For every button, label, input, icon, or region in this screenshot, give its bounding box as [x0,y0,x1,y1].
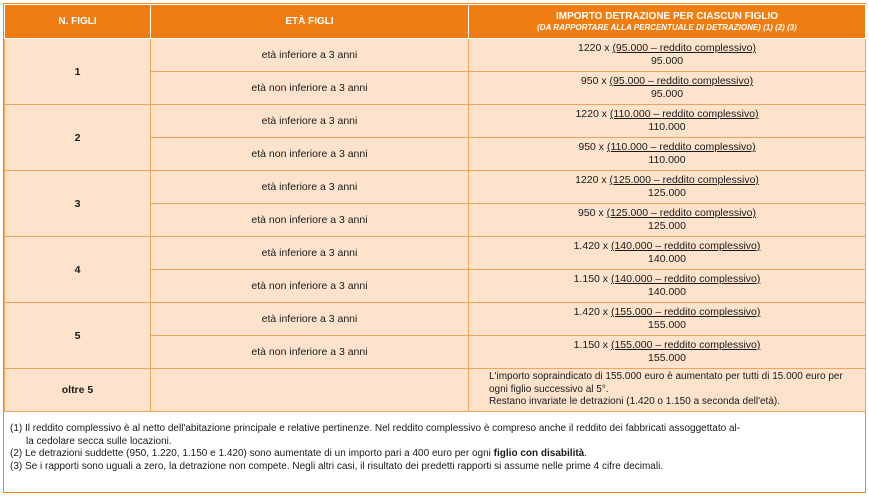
deduction-formula-cell [469,171,866,204]
child-age-cell: età inferiore a 3 anni [151,171,469,204]
child-age-cell: età non inferiore a 3 anni [151,72,469,105]
table-row [5,105,866,138]
child-age-cell: età non inferiore a 3 anni [151,336,469,369]
formula-numerator [469,339,865,352]
formula-numerator-expression: (140.000 – reddito complessivo) [610,273,761,285]
children-count-cell: 2 [5,105,151,171]
footnote-1: (1) Il reddito complessivo è al netto dell'abitazione principale e relative pertinenze. Nel reddito complessivo è compreso anche il reddito dei fabbricati assoggettato al- [10,423,741,434]
formula-coefficient: 1220 x [575,108,607,120]
formula-coefficient: 950 x [577,207,604,219]
child-age-cell: età inferiore a 3 anni [151,39,469,72]
deduction-formula-cell [469,138,866,171]
deduction-formula-cell [469,72,866,105]
children-count-cell: 4 [5,237,151,303]
footnote-2: (2) Le detrazioni suddette (950, 1.220, 1.150 e 1.420) sono aumentate di un importo pari a 400 euro per ogni figlio con disabilità. [10,448,588,459]
formula-denominator: 140.000 [648,286,686,298]
oltre-line-3: Restano invariate le detrazioni (1.420 o 1.150 a seconda dell'età). [489,396,780,408]
table-row [5,237,866,270]
footnote-1-continued: la cedolare secca sulle locazioni. [26,435,172,447]
formula-coefficient: 950 x [578,141,605,153]
header-n-figli: N. FIGLI [5,5,151,39]
formula-numerator [469,174,865,187]
formula-numerator [469,240,865,253]
table-row-oltre-5 [5,369,866,412]
deduction-formula-cell [469,204,866,237]
oltre-line-1: L'importo sopraindicato di 155.000 euro è aumentato per tutti di 15.000 euro per [489,371,843,383]
child-age-cell-empty [151,369,469,412]
deduction-table-panel [3,3,866,493]
formula-coefficient: 1.150 x [573,339,609,351]
oltre-description-cell [469,369,866,412]
children-count-cell: oltre 5 [5,369,151,412]
formula-numerator-expression: (95.000 – reddito complessivo) [612,42,757,54]
child-age-cell: età non inferiore a 3 anni [151,270,469,303]
child-age-cell: età inferiore a 3 anni [151,237,469,270]
formula-numerator [469,75,865,88]
child-age-cell: età non inferiore a 3 anni [151,138,469,171]
formula-numerator-expression: (110.000 – reddito complessivo) [606,141,756,153]
header-row [5,5,866,39]
formula-numerator-expression: (140.000 – reddito complessivo) [610,240,761,252]
footnotes [4,412,865,473]
formula-numerator-expression: (125.000 – reddito complessivo) [606,207,757,219]
formula-coefficient: 1.420 x [573,306,609,318]
formula-numerator [469,207,865,220]
deduction-formula-cell [469,336,866,369]
formula-denominator: 125.000 [648,220,686,232]
formula-denominator: 140.000 [648,253,686,265]
child-age-cell: età inferiore a 3 anni [151,105,469,138]
child-age-cell: età non inferiore a 3 anni [151,204,469,237]
formula-denominator: 110.000 [648,121,686,133]
formula-denominator: 95.000 [650,88,684,100]
children-count-cell: 5 [5,303,151,369]
formula-numerator-expression: (125.000 – reddito complessivo) [609,174,759,186]
deduction-formula-cell [469,39,866,72]
formula-denominator: 95.000 [650,55,684,67]
child-age-cell: età inferiore a 3 anni [151,303,469,336]
formula-numerator [469,273,865,286]
children-count-cell: 3 [5,171,151,237]
formula-denominator: 155.000 [648,319,686,331]
deduction-formula-cell [469,270,866,303]
table-row [5,39,866,72]
formula-coefficient: 1.420 x [573,240,609,252]
header-importo-title: IMPORTO DETRAZIONE PER CIASCUN FIGLIO [555,11,779,22]
oltre-line-2: ogni figlio successivo al 5°. [489,383,609,395]
footnote-3: (3) Se i rapporti sono uguali a zero, la detrazione non compete. Negli altri casi, il risultato dei predetti rapporti si assume nelle prime 4 cifre decimali. [10,460,664,472]
formula-coefficient: 1220 x [577,42,610,54]
table-row [5,171,866,204]
formula-denominator: 125.000 [648,187,686,199]
formula-numerator [469,42,865,55]
header-importo [469,5,866,39]
formula-numerator-expression: (110.000 – reddito complessivo) [609,108,759,120]
deduction-formula-cell [469,105,866,138]
formula-numerator [469,108,865,121]
formula-numerator-expression: (155.000 – reddito complessivo) [610,339,761,351]
deduction-formula-cell [469,303,866,336]
deduction-table [4,4,866,412]
header-eta-figli: ETÀ FIGLI [151,5,469,39]
formula-numerator [469,141,865,154]
formula-numerator-expression: (155.000 – reddito complessivo) [610,306,761,318]
table-row [5,303,866,336]
children-count-cell: 1 [5,39,151,105]
formula-coefficient: 950 x [580,75,607,87]
formula-coefficient: 1.150 x [573,273,609,285]
header-importo-subtitle: (DA RAPPORTARE ALLA PERCENTUALE DI DETRAZIONE) (1) (2) (3) [537,23,797,32]
deduction-formula-cell [469,237,866,270]
formula-numerator-expression: (95.000 – reddito complessivo) [609,75,754,87]
formula-denominator: 110.000 [648,154,686,166]
formula-numerator [469,306,865,319]
formula-denominator: 155.000 [648,352,686,364]
formula-coefficient: 1220 x [575,174,607,186]
